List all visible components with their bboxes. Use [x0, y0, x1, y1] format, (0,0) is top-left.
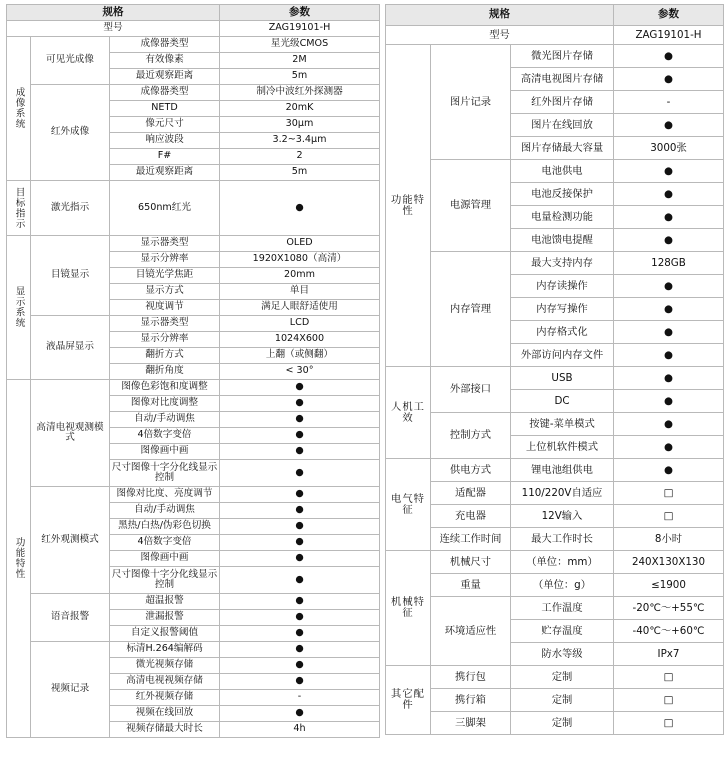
- spec-label: 外部访问内存文件: [511, 344, 614, 367]
- subcategory-eyepiece: 目镜显示: [31, 236, 110, 316]
- spec-label: 超温报警: [110, 594, 220, 610]
- spec-label: 4倍数字变倍: [110, 428, 220, 444]
- spec-label: （单位：g）: [511, 574, 614, 597]
- spec-label: 定制: [511, 666, 614, 689]
- spec-table-right: [385, 4, 724, 735]
- spec-value: 20mK: [220, 101, 380, 117]
- subcategory-label: 携行包: [431, 666, 511, 689]
- spec-label: NETD: [110, 101, 220, 117]
- spec-value: 128GB: [614, 252, 724, 275]
- spec-label: 微光视频存储: [110, 658, 220, 674]
- spec-label: 翻折角度: [110, 364, 220, 380]
- spec-value: ●: [220, 674, 380, 690]
- spec-value: ●: [614, 183, 724, 206]
- spec-value: 8小时: [614, 528, 724, 551]
- spec-label: 电池反接保护: [511, 183, 614, 206]
- spec-label: 成像器类型: [110, 85, 220, 101]
- spec-value: 5m: [220, 69, 380, 85]
- spec-label: 显示分辨率: [110, 252, 220, 268]
- spec-value: < 30°: [220, 364, 380, 380]
- spec-value: OLED: [220, 236, 380, 252]
- spec-label: 最大支持内存: [511, 252, 614, 275]
- category-function: 功能特性: [7, 380, 31, 738]
- spec-label: DC: [511, 390, 614, 413]
- category-display: 显示系统: [7, 236, 31, 380]
- model-label: 型号: [386, 26, 614, 45]
- spec-value: 5m: [220, 165, 380, 181]
- spec-value: 4h: [220, 722, 380, 738]
- subcategory-picture-record: 图片记录: [431, 45, 511, 160]
- category-accessories: 其它配件: [386, 666, 431, 735]
- subcategory-control: 控制方式: [431, 413, 511, 459]
- spec-value: -: [220, 690, 380, 706]
- spec-label: 电量检测功能: [511, 206, 614, 229]
- category-target: 目标指示: [7, 181, 31, 236]
- category-mechanical: 机械特征: [386, 551, 431, 666]
- spec-value: ●: [614, 114, 724, 137]
- subcategory-label: 携行箱: [431, 689, 511, 712]
- category-function: 功能特性: [386, 45, 431, 367]
- spec-value: 制冷中波红外探测器: [220, 85, 380, 101]
- spec-value: -20℃～+55℃: [614, 597, 724, 620]
- spec-value: ●: [614, 413, 724, 436]
- spec-value: ●: [220, 626, 380, 642]
- spec-label: 有效像素: [110, 53, 220, 69]
- spec-value: LCD: [220, 316, 380, 332]
- spec-value: ●: [614, 68, 724, 91]
- spec-label: 响应波段: [110, 133, 220, 149]
- spec-value: ●: [220, 460, 380, 487]
- spec-label: 红外图片存储: [511, 91, 614, 114]
- spec-value: ●: [220, 706, 380, 722]
- subcategory-label: 重量: [431, 574, 511, 597]
- spec-value: 星光级CMOS: [220, 37, 380, 53]
- spec-value: -40℃～+60℃: [614, 620, 724, 643]
- spec-value: □: [614, 689, 724, 712]
- spec-label: 防水等级: [511, 643, 614, 666]
- spec-value: 1920X1080（高清）: [220, 252, 380, 268]
- subcategory-environment: 环境适应性: [431, 597, 511, 666]
- model-value: ZAG19101-H: [614, 26, 724, 45]
- spec-label: 电池馈电提醒: [511, 229, 614, 252]
- spec-label: 显示分辨率: [110, 332, 220, 348]
- spec-label: 像元尺寸: [110, 117, 220, 133]
- spec-value: ●: [614, 367, 724, 390]
- spec-label: 图像画中画: [110, 444, 220, 460]
- spec-label: 高清电视视频存储: [110, 674, 220, 690]
- spec-label: 视频在线回放: [110, 706, 220, 722]
- spec-value: ●: [220, 412, 380, 428]
- header-spec: 规格: [7, 5, 220, 21]
- spec-label: 泄漏报警: [110, 610, 220, 626]
- spec-label: USB: [511, 367, 614, 390]
- spec-value: ●: [220, 487, 380, 503]
- spec-label: 按键-菜单模式: [511, 413, 614, 436]
- header-param: 参数: [614, 5, 724, 26]
- spec-label: 高清电视图片存储: [511, 68, 614, 91]
- spec-value: 2M: [220, 53, 380, 69]
- spec-label: 红外视频存储: [110, 690, 220, 706]
- spec-label: 自动/手动调焦: [110, 412, 220, 428]
- spec-label: 最近观察距离: [110, 69, 220, 85]
- subcategory-lcd: 液晶屏显示: [31, 316, 110, 380]
- spec-value: ●: [614, 45, 724, 68]
- spec-label: 贮存温度: [511, 620, 614, 643]
- spec-value: ●: [220, 567, 380, 594]
- category-imaging: 成像系统: [7, 37, 31, 181]
- spec-value: 满足人眼舒适使用: [220, 300, 380, 316]
- subcategory-label: 连续工作时间: [431, 528, 511, 551]
- subcategory-infrared: 红外成像: [31, 85, 110, 181]
- spec-value: ●: [220, 503, 380, 519]
- spec-label: 成像器类型: [110, 37, 220, 53]
- spec-value: ●: [220, 428, 380, 444]
- spec-label: 翻折方式: [110, 348, 220, 364]
- spec-value: 单目: [220, 284, 380, 300]
- spec-value: □: [614, 505, 724, 528]
- spec-label: 自动/手动调焦: [110, 503, 220, 519]
- spec-label: 锂电池组供电: [511, 459, 614, 482]
- spec-label: 650nm红光: [110, 181, 220, 236]
- spec-label: 尺寸图像十字分化线显示控制: [110, 460, 220, 487]
- spec-value: ≤1900: [614, 574, 724, 597]
- spec-value: ●: [614, 459, 724, 482]
- spec-value: -: [614, 91, 724, 114]
- header-param: 参数: [220, 5, 380, 21]
- spec-value: ●: [220, 396, 380, 412]
- category-hmi: 人机工效: [386, 367, 431, 459]
- spec-value: ●: [614, 229, 724, 252]
- spec-value: ●: [220, 444, 380, 460]
- spec-label: 工作温度: [511, 597, 614, 620]
- spec-label: 显示器类型: [110, 236, 220, 252]
- spec-label: 图像对比度调整: [110, 396, 220, 412]
- spec-label: 4倍数字变倍: [110, 535, 220, 551]
- spec-label: 标清H.264编解码: [110, 642, 220, 658]
- spec-value: ●: [614, 160, 724, 183]
- spec-label: 视度调节: [110, 300, 220, 316]
- spec-value: ●: [614, 275, 724, 298]
- subcategory-ir-mode: 红外观测模式: [31, 487, 110, 594]
- header-spec: 规格: [386, 5, 614, 26]
- spec-value: 240X130X130: [614, 551, 724, 574]
- spec-value: 3.2~3.4μm: [220, 133, 380, 149]
- spec-value: ●: [614, 390, 724, 413]
- spec-label: 自定义报警阈值: [110, 626, 220, 642]
- subcategory-label: 供电方式: [431, 459, 511, 482]
- subcategory-label: 机械尺寸: [431, 551, 511, 574]
- spec-value: □: [614, 666, 724, 689]
- spec-label: 内存读操作: [511, 275, 614, 298]
- spec-value: ●: [220, 642, 380, 658]
- spec-label: 定制: [511, 689, 614, 712]
- model-label: 型号: [7, 21, 220, 37]
- spec-value: 3000张: [614, 137, 724, 160]
- subcategory-visible: 可见光成像: [31, 37, 110, 85]
- spec-label: 目镜光学焦距: [110, 268, 220, 284]
- spec-value: □: [614, 712, 724, 735]
- spec-value: ●: [220, 535, 380, 551]
- spec-label: 最近观察距离: [110, 165, 220, 181]
- spec-value: ●: [614, 206, 724, 229]
- subcategory-memory: 内存管理: [431, 252, 511, 367]
- spec-label: 定制: [511, 712, 614, 735]
- spec-label: 图像对比度、亮度调节: [110, 487, 220, 503]
- subcategory-label: 充电器: [431, 505, 511, 528]
- spec-label: 图像色彩饱和度调整: [110, 380, 220, 396]
- spec-value: IPx7: [614, 643, 724, 666]
- spec-label: 电池供电: [511, 160, 614, 183]
- model-value: ZAG19101-H: [220, 21, 380, 37]
- spec-value: ●: [614, 436, 724, 459]
- spec-label: 微光图片存储: [511, 45, 614, 68]
- spec-label: 图像画中画: [110, 551, 220, 567]
- spec-value: 上翻（或侧翻）: [220, 348, 380, 364]
- spec-label: 内存写操作: [511, 298, 614, 321]
- spec-value: 30μm: [220, 117, 380, 133]
- spec-label: 图片存储最大容量: [511, 137, 614, 160]
- subcategory-power: 电源管理: [431, 160, 511, 252]
- spec-label: 尺寸图像十字分化线显示控制: [110, 567, 220, 594]
- spec-label: 图片在线回放: [511, 114, 614, 137]
- spec-label: 12V输入: [511, 505, 614, 528]
- spec-value: ●: [614, 344, 724, 367]
- spec-value: ●: [220, 181, 380, 236]
- spec-label: 最大工作时长: [511, 528, 614, 551]
- spec-value: □: [614, 482, 724, 505]
- spec-value: ●: [614, 321, 724, 344]
- spec-value: ●: [220, 610, 380, 626]
- subcategory-voice-alarm: 语音报警: [31, 594, 110, 642]
- subcategory-label: 适配器: [431, 482, 511, 505]
- spec-value: ●: [220, 658, 380, 674]
- spec-table-left: [6, 4, 380, 738]
- spec-value: 2: [220, 149, 380, 165]
- spec-value: 1024X600: [220, 332, 380, 348]
- spec-label: 内存格式化: [511, 321, 614, 344]
- spec-value: ●: [220, 519, 380, 535]
- subcategory-video-record: 视频记录: [31, 642, 110, 738]
- spec-label: F#: [110, 149, 220, 165]
- spec-value: ●: [220, 380, 380, 396]
- spec-label: 显示器类型: [110, 316, 220, 332]
- subcategory-label: 三脚架: [431, 712, 511, 735]
- spec-label: （单位：mm）: [511, 551, 614, 574]
- spec-value: ●: [614, 298, 724, 321]
- spec-label: 显示方式: [110, 284, 220, 300]
- subcategory-laser: 激光指示: [31, 181, 110, 236]
- subcategory-ports: 外部接口: [431, 367, 511, 413]
- spec-label: 上位机软件模式: [511, 436, 614, 459]
- spec-value: ●: [220, 551, 380, 567]
- spec-value: ●: [220, 594, 380, 610]
- spec-label: 黑热/白热/伪彩色切换: [110, 519, 220, 535]
- subcategory-hd-mode: 高清电视观测模式: [31, 380, 110, 487]
- category-electrical: 电气特征: [386, 459, 431, 551]
- spec-value: 20mm: [220, 268, 380, 284]
- spec-label: 110/220V自适应: [511, 482, 614, 505]
- spec-label: 视频存储最大时长: [110, 722, 220, 738]
